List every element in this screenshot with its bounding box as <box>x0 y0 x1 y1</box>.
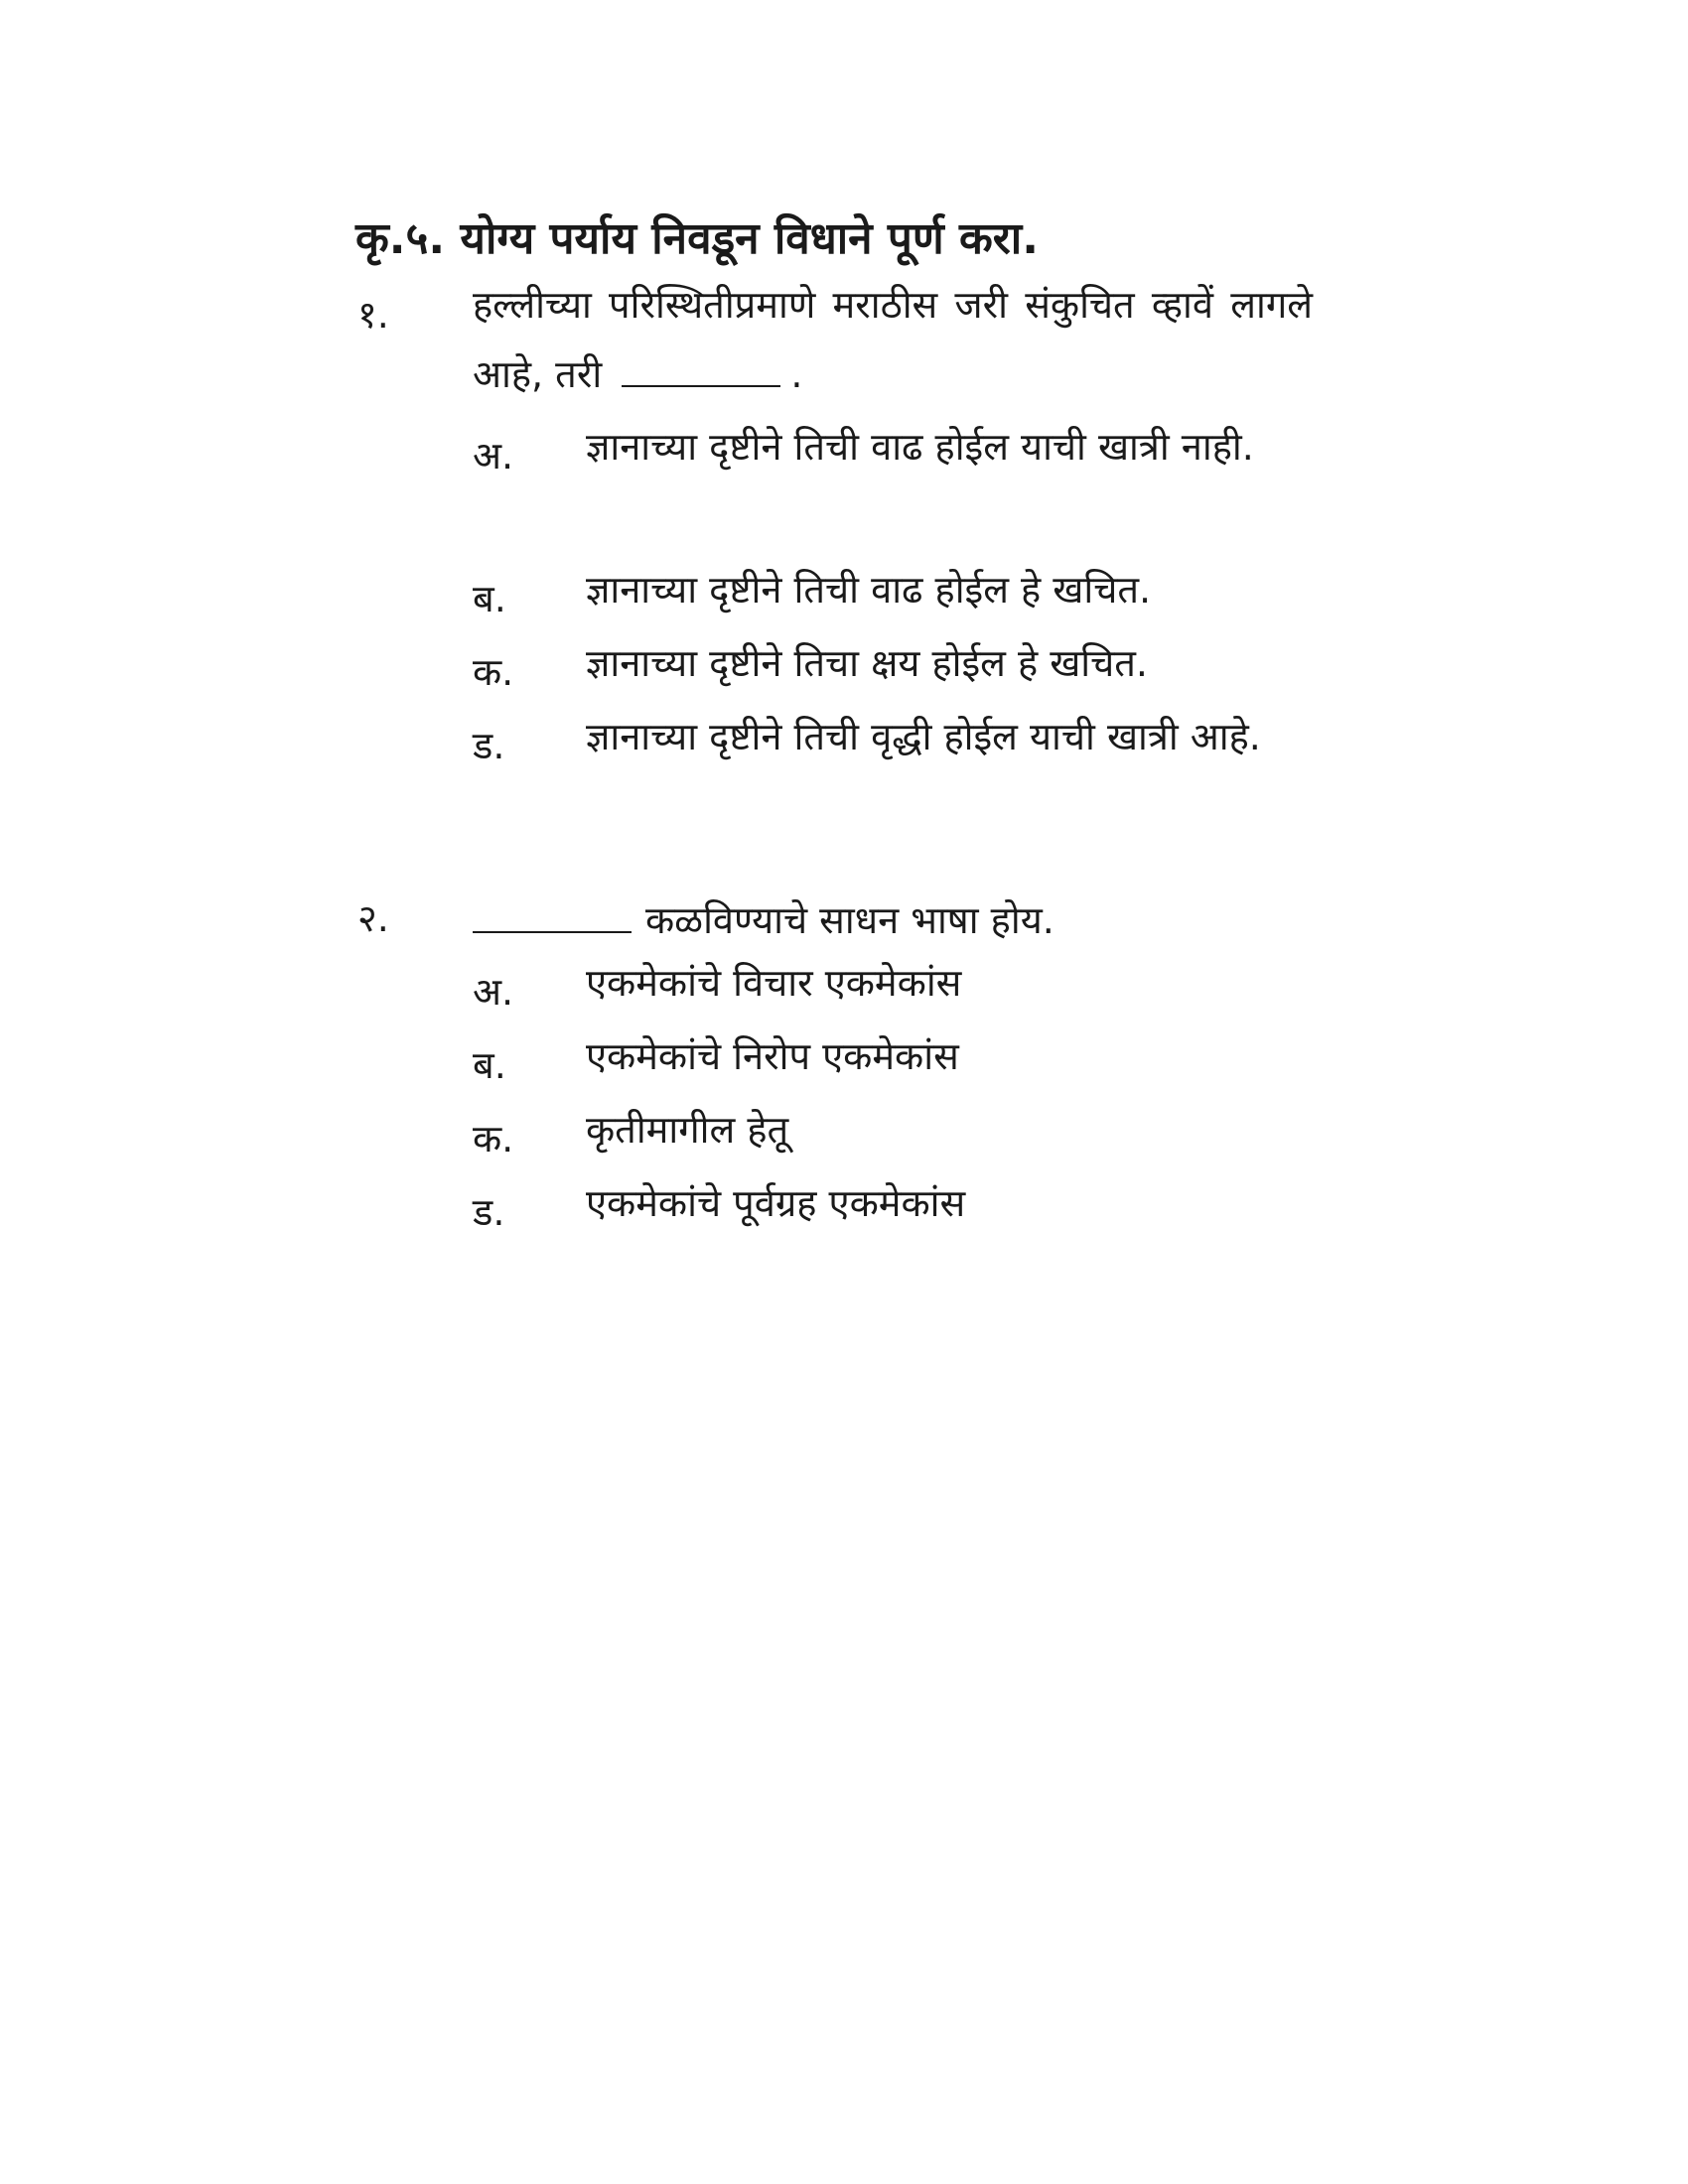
question-2-option-c-text: कृतीमागील हेतू <box>586 1108 789 1152</box>
question-1-option-c-text: ज्ञानाच्या दृष्टीने तिचा क्षय होईल हे खचित. <box>586 641 1149 685</box>
question-1-option-c-label: क. <box>473 650 514 694</box>
question-1-number: १. <box>357 293 389 337</box>
question-2-option-c-label: क. <box>473 1117 514 1160</box>
question-1-option-b-text: ज्ञानाच्या दृष्टीने तिची वाढ होईल हे खचित. <box>586 568 1152 612</box>
question-1-text-before: हल्लीच्या परिस्थितीप्रमाणे मराठीस जरी संकुचित व्हावें लागले आहे, तरी <box>473 283 1313 396</box>
question-1-option-d-label: ड. <box>473 724 505 767</box>
question-2-text-after: कळविण्याचे साधन भाषा होय. <box>645 898 1055 942</box>
section-heading: कृ.५. योग्य पर्याय निवडून विधाने पूर्ण करा. <box>355 213 1039 264</box>
question-2-option-a-text: एकमेकांचे विचार एकमेकांस <box>586 961 962 1005</box>
question-1-option-b-label: ब. <box>473 577 506 620</box>
question-2-option-d-label: ड. <box>473 1190 505 1234</box>
question-2-number: २. <box>357 896 389 940</box>
question-1-option-a-label: अ. <box>473 434 514 478</box>
question-2-option-a-label: अ. <box>473 970 514 1014</box>
question-1-blank <box>622 345 780 387</box>
question-2-option-b-label: ब. <box>473 1043 506 1087</box>
question-1-option-a-text: ज्ञानाच्या दृष्टीने तिची वाढ होईल याची खात्री नाही. <box>586 425 1254 469</box>
question-2-option-d-text: एकमेकांचे पूर्वग्रह एकमेकांस <box>586 1181 966 1225</box>
question-2-option-b-text: एकमेकांचे निरोप एकमेकांस <box>586 1034 959 1078</box>
question-1-option-d-text: ज्ञानाच्या दृष्टीने तिची वृद्धी होईल याची खात्री आहे. <box>586 715 1261 758</box>
question-2-blank <box>473 891 632 933</box>
question-1-text <box>473 270 1313 409</box>
question-2-text <box>473 891 1055 945</box>
question-1-text-after: . <box>790 352 803 396</box>
